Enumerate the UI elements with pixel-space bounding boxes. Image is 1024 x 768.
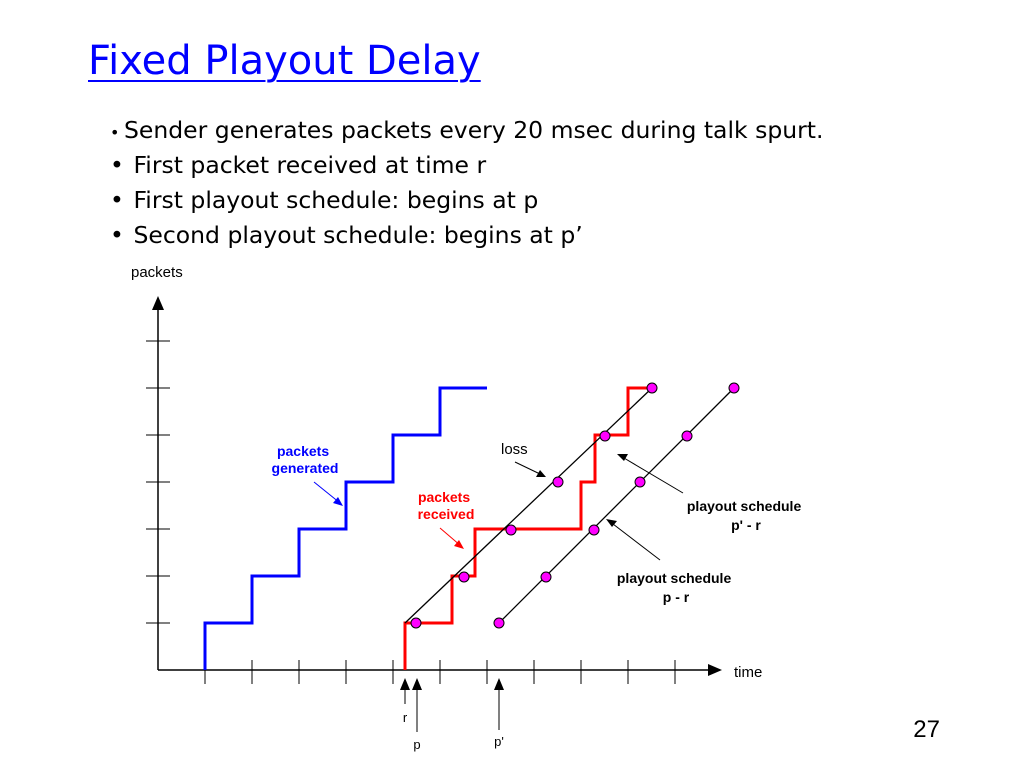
playout-p-prime-label-line1: playout schedule (686, 498, 802, 514)
bullet-dot: • (110, 123, 120, 142)
loss-label: loss (501, 441, 528, 458)
playout-p-pointer (613, 524, 660, 560)
x-axis-arrow-icon (708, 664, 722, 676)
playout-p-prime-pointer (624, 458, 683, 493)
packets-generated-label (272, 443, 339, 476)
slide-title: Fixed Playout Delay (88, 38, 481, 84)
page-number: 27 (913, 716, 940, 743)
playout-p-label (617, 570, 735, 605)
marker-p-arrow-icon (412, 678, 422, 690)
bullet-text: First playout schedule: begins at p (133, 186, 539, 214)
packets-received-label-line2: received (417, 506, 475, 522)
packets-received-label (418, 489, 475, 522)
playout-p-label-line1: playout schedule (616, 570, 732, 586)
marker-r-label: r (402, 710, 408, 725)
playout-p-prime-label-line2: p' - r (731, 517, 761, 533)
x-axis-ticks (205, 660, 675, 684)
y-axis-arrow-icon (152, 296, 164, 310)
marker-p-prime-label: p' (494, 734, 504, 749)
packets-generated-label-line1: packets (276, 443, 330, 459)
playout-point (506, 525, 516, 535)
bullet-dot: • (110, 186, 124, 214)
playout-point (553, 477, 563, 487)
playout-p-prime-label (687, 498, 805, 533)
bullet-dot: • (110, 151, 124, 179)
bullet-text: First packet received at time r (133, 151, 487, 179)
marker-p-prime-arrow-icon (494, 678, 504, 690)
marker-p-label: p (413, 737, 421, 752)
marker-r-arrow-icon (400, 678, 410, 690)
playout-point (494, 618, 504, 628)
playout-point (541, 572, 551, 582)
packets-received-staircase (405, 388, 652, 670)
playout-point (411, 618, 421, 628)
bullet-dot: • (110, 221, 124, 249)
playout-point (635, 477, 645, 487)
packets-generated-staircase (205, 388, 487, 670)
playout-point (682, 431, 692, 441)
playout-point (647, 383, 657, 393)
packets-received-label-line1: packets (417, 489, 471, 505)
y-axis-label: packets (131, 264, 183, 281)
playout-p-label-line2: p - r (662, 589, 690, 605)
x-axis-label: time (734, 664, 763, 681)
playout-point (600, 431, 610, 441)
loss-arrow-icon (536, 470, 546, 477)
playout-point (729, 383, 739, 393)
packets-generated-label-line2: generated (271, 460, 339, 476)
playout-point (459, 572, 469, 582)
bullet-text: Sender generates packets every 20 msec during talk spurt. (124, 116, 824, 144)
playout-point (589, 525, 599, 535)
bullet-text: Second playout schedule: begins at p’ (133, 221, 583, 249)
loss-pointer (515, 462, 540, 474)
